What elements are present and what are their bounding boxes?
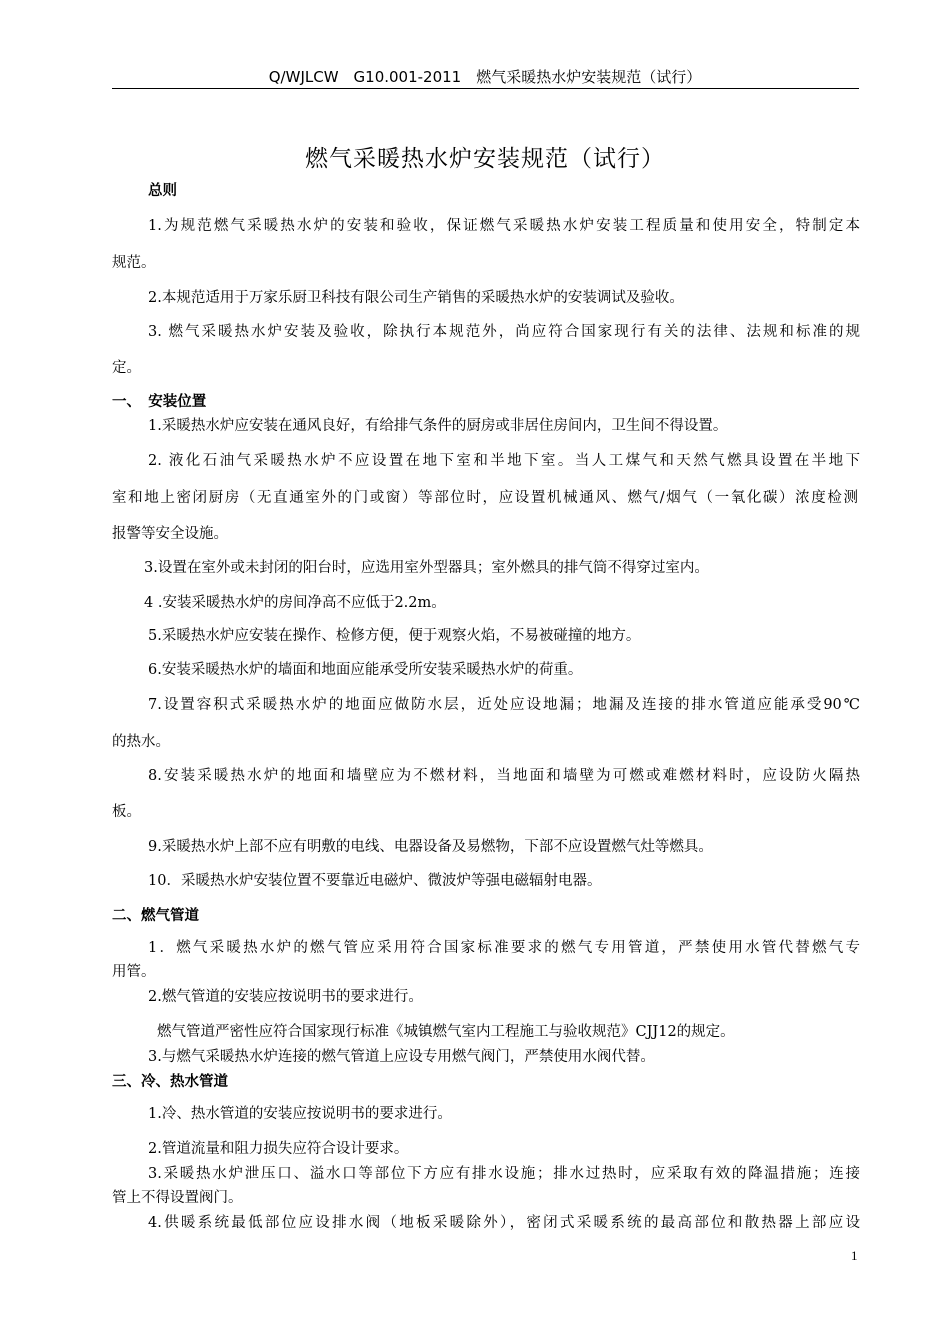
section1-item7-line1: 7.设置容积式采暖热水炉的地面应做防水层，近处应设地漏；地漏及连接的排水管道应能承受90℃ — [148, 697, 860, 713]
section1-item2-line3: 报警等安全设施。 — [112, 526, 228, 542]
general-heading: 总则 — [148, 183, 177, 199]
section1-item8-line2: 板。 — [112, 804, 141, 820]
section2-item2: 2.燃气管道的安装应按说明书的要求进行。 — [148, 989, 423, 1005]
header-rule — [112, 88, 859, 89]
section2-heading: 二、燃气管道 — [112, 908, 199, 924]
section2-note: 燃气管道严密性应符合国家现行标准《城镇燃气室内工程施工与验收规范》CJJ12的规定。 — [157, 1024, 735, 1040]
running-header: Q/WJLCW G10.001-2011 燃气采暖热水炉安装规范（试行） — [268, 68, 702, 86]
section1-item7-line2: 的热水。 — [112, 734, 170, 750]
general-p3-line1: 3. 燃气采暖热水炉安装及验收，除执行本规范外，尚应符合国家现行有关的法律、法规和标准的规 — [148, 324, 860, 340]
section1-item1: 1.采暖热水炉应安装在通风良好，有给排气条件的厨房或非居住房间内，卫生间不得设置。 — [148, 418, 728, 434]
section3-item4: 4.供暖系统最低部位应设排水阀（地板采暖除外），密闭式采暖系统的最高部位和散热器上部应设 — [148, 1215, 860, 1231]
section1-heading: 一、 安装位置 — [112, 394, 207, 410]
section3-item1: 1.冷、热水管道的安装应按说明书的要求进行。 — [148, 1106, 452, 1122]
section1-item8-line1: 8.安装采暖热水炉的地面和墙壁应为不燃材料，当地面和墙壁为可燃或难燃材料时，应设防火隔热 — [148, 768, 860, 784]
section1-item6: 6.安装采暖热水炉的墙面和地面应能承受所安装采暖热水炉的荷重。 — [148, 662, 583, 678]
section1-item2-line2: 室和地上密闭厨房（无直通室外的门或窗）等部位时，应设置机械通风、燃气/烟气（一氧化碳）浓度检测 — [112, 490, 858, 506]
section3-item2: 2.管道流量和阻力损失应符合设计要求。 — [148, 1141, 409, 1157]
section1-item5: 5.采暖热水炉应安装在操作、检修方便，便于观察火焰，不易被碰撞的地方。 — [148, 628, 641, 644]
general-p1-line1: 1.为规范燃气采暖热水炉的安装和验收，保证燃气采暖热水炉安装工程质量和使用安全，特制定本 — [148, 218, 860, 234]
section1-item10: 10．采暖热水炉安装位置不要靠近电磁炉、微波炉等强电磁辐射电器。 — [148, 873, 602, 889]
general-p1-line2: 规范。 — [112, 255, 156, 271]
section2-item1-line2: 用管。 — [112, 964, 156, 980]
section2-item3: 3.与燃气采暖热水炉连接的燃气管道上应设专用燃气阀门，严禁使用水阀代替。 — [148, 1049, 655, 1065]
section1-item9: 9.采暖热水炉上部不应有明敷的电线、电器设备及易燃物，下部不应设置燃气灶等燃具。 — [148, 839, 713, 855]
section3-item3-line2: 管上不得设置阀门。 — [112, 1190, 243, 1206]
general-p3-line2: 定。 — [112, 360, 141, 376]
section1-item4: 4 .安装采暖热水炉的房间净高不应低于2.2m。 — [144, 595, 446, 611]
section1-item2-line1: 2. 液化石油气采暖热水炉不应设置在地下室和半地下室。当人工煤气和天然气燃具设置在半地下 — [148, 453, 860, 469]
page-number: 1 — [851, 1248, 858, 1263]
section3-heading: 三、冷、热水管道 — [112, 1074, 228, 1090]
document-title: 燃气采暖热水炉安装规范（试行） — [305, 146, 665, 172]
section2-item1-line1: 1．燃气采暖热水炉的燃气管应采用符合国家标准要求的燃气专用管道，严禁使用水管代替燃气专 — [148, 940, 860, 956]
section1-item3: 3.设置在室外或未封闭的阳台时，应选用室外型器具；室外燃具的排气筒不得穿过室内。 — [144, 560, 709, 576]
section3-item3-line1: 3.采暖热水炉泄压口、溢水口等部位下方应有排水设施；排水过热时，应采取有效的降温措施；连接 — [148, 1166, 860, 1182]
general-p2: 2.本规范适用于万家乐厨卫科技有限公司生产销售的采暖热水炉的安装调试及验收。 — [148, 290, 684, 306]
